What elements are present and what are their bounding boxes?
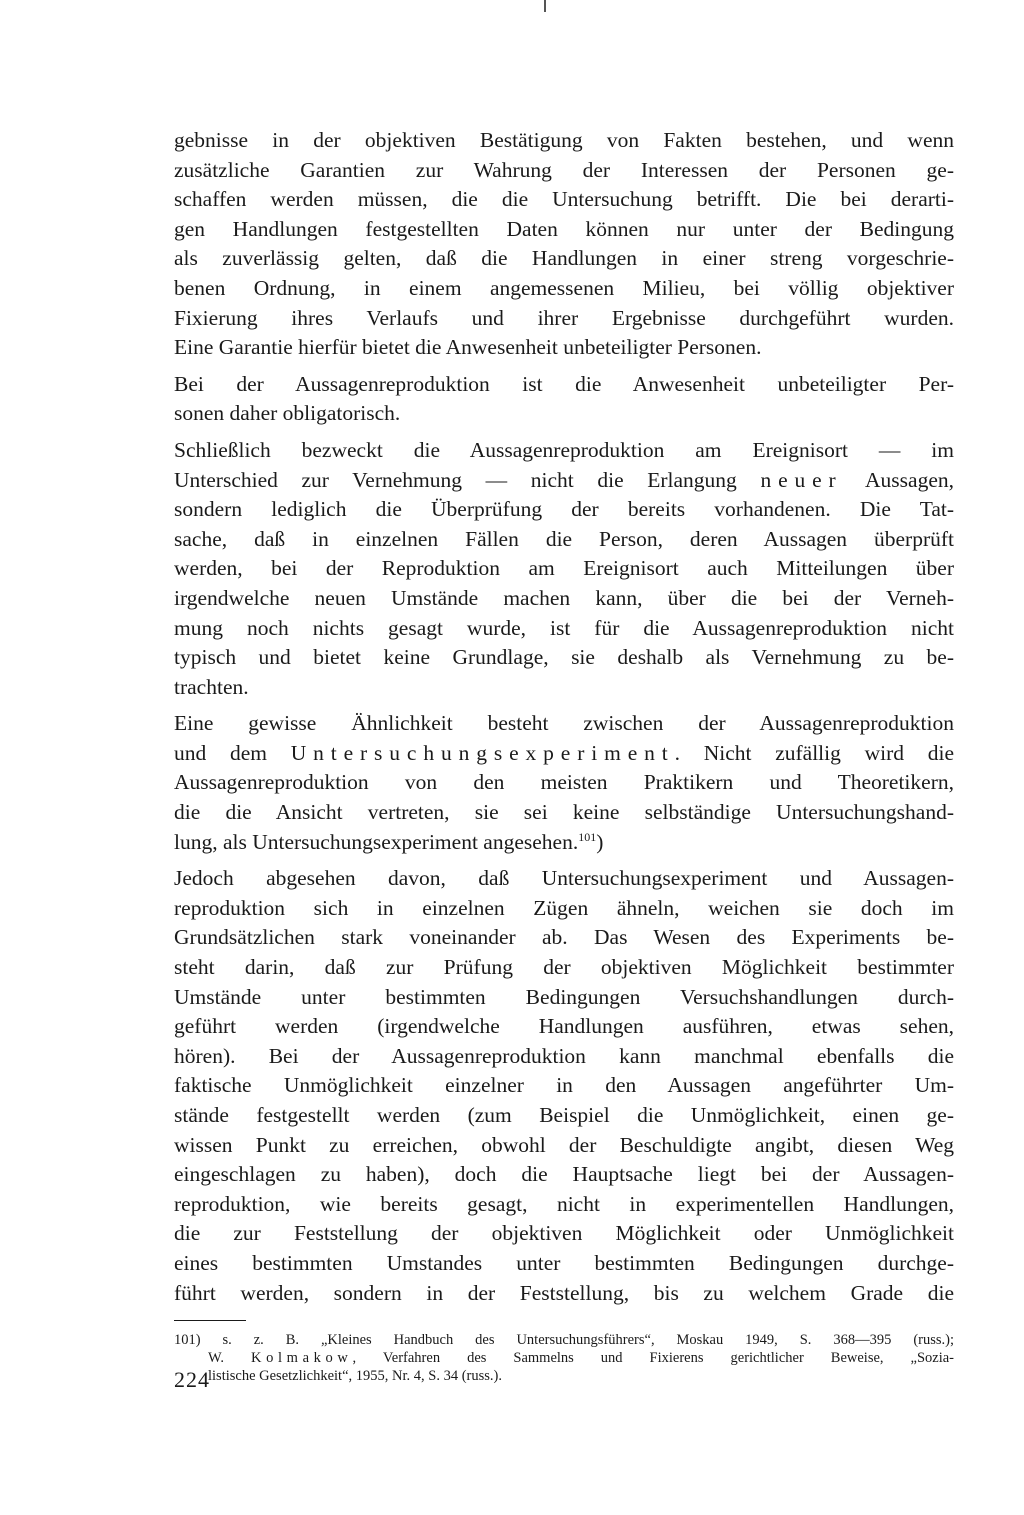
spaced-emphasis: neuer: [760, 467, 843, 492]
text-line: wissen Punkt zu erreichen, obwohl der Beschuldigte angibt, diesen Weg: [174, 1132, 954, 1157]
text-segment: W.: [208, 1350, 224, 1367]
text-line: Grundsätzlichen stark voneinander ab. Das Wesen des Experiments be-: [174, 925, 954, 950]
text-line: benen Ordnung, in einem angemessenen Milieu, bei völlig objektiver: [174, 275, 954, 300]
text-line: zusätzliche Garantien zur Wahrung der Interessen der Personen ge-: [174, 157, 954, 182]
text-line: sonen daher obligatorisch.: [174, 401, 401, 426]
paragraph-2: [174, 370, 954, 429]
text-line: Umstände unter bestimmten Bedingungen Versuchshandlungen durch-: [174, 984, 954, 1009]
spaced-emphasis: Kolmakow: [250, 1350, 353, 1367]
text-line: stände festgestellt werden (zum Beispiel die Unmöglichkeit, einen ge-: [174, 1103, 954, 1127]
text-line: reproduktion sich in einzelnen Zügen ähneln, weichen sie doch im: [174, 895, 954, 920]
text-line: sache, daß in einzelnen Fällen die Person, deren Aussagen überprüft: [174, 526, 954, 551]
page-body: [174, 126, 954, 1385]
text-line: Bei der Aussagenreproduktion ist die Anwesenheit unbeteiligter Per-: [174, 371, 954, 396]
text-segment: und dem: [174, 740, 267, 765]
text-line: Fixierung ihres Verlaufs und ihrer Ergebnisse durchgeführt wurden.: [174, 305, 954, 330]
text-line: irgendwelche neuen Umstände machen kann, über die bei der Verneh-: [174, 585, 954, 610]
text-line: gebnisse in der objektiven Bestätigung von Fakten bestehen, und wenn: [174, 128, 954, 152]
text-line: als zuverlässig gelten, daß die Handlungen in einer streng vorgeschrie-: [174, 246, 954, 271]
text-line: führt werden, sondern in der Feststellung, bis zu welchem Grade die: [174, 1280, 954, 1305]
text-line: hören). Bei der Aussagenreproduktion kann manchmal ebenfalls die: [174, 1043, 954, 1068]
footnote-divider: [174, 1320, 246, 1321]
text-line: Jedoch abgesehen davon, daß Untersuchungsexperiment und Aussagen-: [174, 866, 954, 891]
text-line: [174, 739, 954, 769]
text-line: Eine Garantie hierfür bietet die Anwesenheit unbeteiligter Personen.: [174, 335, 762, 360]
text-line: Eine gewisse Ähnlichkeit besteht zwischen der Aussagenreproduktion: [174, 711, 954, 736]
text-segment: Unterschied zur Vernehmung — nicht die Erlangung: [174, 467, 737, 492]
text-line: Aussagenreproduktion von den meisten Praktikern und Theoretikern,: [174, 770, 954, 795]
footnote-line: listische Gesetzlichkeit“, 1955, Nr. 4, S. 34 (russ.).: [208, 1368, 502, 1385]
paragraph-3: [174, 436, 954, 702]
footnote: [174, 1331, 954, 1385]
scan-mark: [544, 0, 546, 12]
text-line: mung noch nichts gesagt wurde, ist für die Aussagenreproduktion nicht: [174, 615, 954, 640]
text-line: [174, 828, 954, 858]
text-line: schaffen werden müssen, die die Untersuchung betrifft. Die bei derarti-: [174, 187, 954, 212]
paragraph-5: [174, 864, 954, 1308]
text-segment: lung, als Untersuchungsexperiment angesehen.: [174, 829, 579, 854]
text-line: Schließlich bezweckt die Aussagenreproduktion am Ereignisort — im: [174, 437, 954, 462]
text-segment: . Nicht zufällig wird die: [674, 740, 954, 765]
paragraph-4: [174, 709, 954, 857]
text-line: faktische Unmöglichkeit einzelner in den Aussagen angeführter Um-: [174, 1073, 954, 1098]
text-segment: Aussagen,: [865, 467, 954, 492]
footnote-reference: 101: [578, 829, 597, 844]
text-line: trachten.: [174, 674, 249, 699]
text-line: sondern lediglich die Überprüfung der bereits vorhandenen. Die Tat-: [174, 497, 954, 522]
text-line: eingeschlagen zu haben), doch die Hauptsache liegt bei der Aussagen-: [174, 1162, 954, 1187]
text-line: gen Handlungen festgestellten Daten können nur unter der Bedingung: [174, 216, 954, 241]
spaced-emphasis: Untersuchungsexperiment: [290, 740, 675, 765]
text-line: reproduktion, wie bereits gesagt, nicht in experimentellen Handlungen,: [174, 1191, 954, 1216]
footnote-line: 101) s. z. B. „Kleines Handbuch des Untersuchungsführers“, Moskau 1949, S. 368—395 (russ.);: [174, 1332, 954, 1349]
paragraph-1: [174, 126, 954, 363]
text-segment: , Verfahren des Sammelns und Fixierens gerichtlicher Beweise, „Sozia-: [352, 1350, 954, 1367]
text-line: typisch und bietet keine Grundlage, sie deshalb als Vernehmung zu be-: [174, 645, 954, 670]
page-number: 224: [174, 1367, 210, 1392]
text-line: die zur Feststellung der objektiven Möglichkeit oder Unmöglichkeit: [174, 1221, 954, 1246]
text-line: [174, 466, 954, 496]
text-segment: ): [596, 829, 604, 854]
text-line: geführt werden (irgendwelche Handlungen ausführen, etwas sehen,: [174, 1014, 954, 1039]
text-line: eines bestimmten Umstandes unter bestimmten Bedingungen durchge-: [174, 1250, 954, 1275]
text-line: steht darin, daß zur Prüfung der objektiven Möglichkeit bestimmter: [174, 955, 954, 980]
text-line: werden, bei der Reproduktion am Ereignisort auch Mitteilungen über: [174, 556, 954, 581]
footnote-line: [174, 1349, 954, 1367]
text-line: die die Ansicht vertreten, sie sei keine selbständige Untersuchungshand-: [174, 800, 954, 825]
